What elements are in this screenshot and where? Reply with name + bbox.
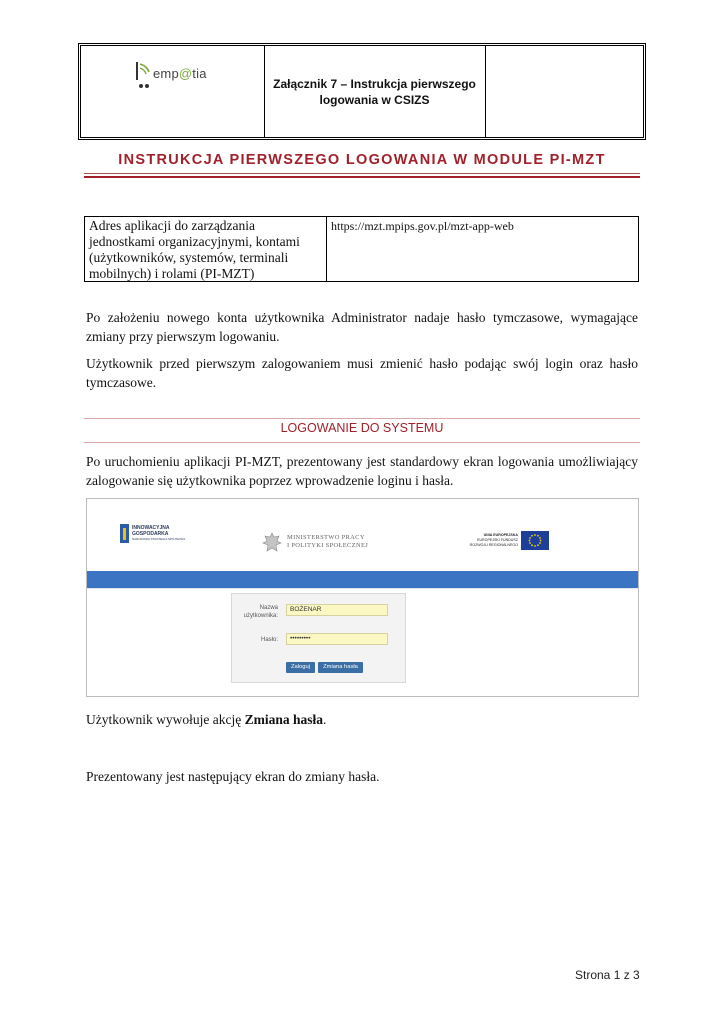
paragraph-next-screen: Prezentowany jest następujący ekran do zmiany hasła. — [86, 769, 380, 784]
password-input[interactable]: ••••••••• — [286, 633, 388, 645]
app-address-url[interactable]: https://mzt.mpips.gov.pl/mzt-app-web — [331, 219, 514, 233]
paragraph-admin-password: Po założeniu nowego konta użytkownika Administrator nadaje hasło tymczasowe, wymagające zmiany przy pierwszym logowaniu. — [86, 310, 638, 344]
title-underline-thin — [84, 173, 640, 174]
document-header — [78, 43, 646, 140]
ig-line2: GOSPODARKA — [132, 531, 169, 537]
ministry-line2: I POLITYKI SPOŁECZNEJ — [287, 542, 369, 549]
login-button[interactable]: Zaloguj — [286, 662, 315, 673]
eu-line1: UNIA EUROPEJSKA — [483, 533, 518, 537]
innowacyjna-gospodarka-logo — [120, 524, 186, 544]
login-panel — [231, 593, 406, 683]
eu-logo — [468, 530, 550, 552]
password-label: Hasło: — [260, 637, 278, 643]
ig-line1: INNOWACYJNA — [132, 525, 170, 531]
ministry-line1: MINISTERSTWO PRACY — [287, 534, 365, 541]
paragraph-user-change: Użytkownik przed pierwszym zalogowaniem musi zmienić hasło podając swój login oraz hasło tymczasowe. — [86, 356, 638, 390]
header-empty-cell — [486, 46, 643, 137]
empatia-logo — [135, 60, 215, 94]
username-input[interactable]: BOŻENAR — [286, 604, 388, 616]
paragraph-login-screen: Po uruchomieniu aplikacji PI-MZT, prezentowany jest standardowy ekran logowania umożliwiający zalogowanie się użytkownika poprzez wprowadzenie loginu i hasła. — [86, 454, 638, 488]
app-address-table — [84, 216, 639, 282]
app-top-bar — [87, 571, 638, 588]
ig-mark-icon — [120, 524, 129, 543]
eu-stars-icon — [521, 531, 549, 550]
eu-line2: EUROPEJSKI FUNDUSZ — [477, 537, 518, 542]
username-label: Nazwa użytkownika: — [243, 605, 278, 619]
header-title: Załącznik 7 – Instrukcja pierwszego logowania w CSIZS — [264, 46, 486, 137]
app-bar-shadow — [87, 588, 638, 589]
change-password-action-name: Zmiana hasła — [244, 712, 323, 727]
page-title: INSTRUKCJA PIERWSZEGO LOGOWANIA W MODULE PI-MZT — [118, 152, 606, 168]
app-address-label: Adres aplikacji do zarządzania jednostkami organizacyjnymi, kontami (użytkowników, systemów, terminali mobilnych) i rolami (PI-MZT) — [85, 217, 327, 281]
eu-flag-icon — [521, 531, 549, 550]
change-password-button[interactable]: Zmiana hasła — [318, 662, 363, 673]
empatia-mark-icon — [135, 60, 153, 90]
ig-line3: NARODOWA STRATEGIA SPÓJNOŚCI — [132, 537, 186, 541]
login-screenshot — [86, 498, 639, 697]
section-divider-bottom — [84, 442, 640, 443]
empatia-logo-text: emp@tia — [153, 66, 207, 81]
section-divider-top — [84, 418, 640, 419]
page-number: Strona 1 z 3 — [575, 968, 640, 982]
paragraph-change-action: Użytkownik wywołuje akcję Zmiana hasła. — [86, 712, 327, 727]
eagle-icon — [262, 531, 282, 555]
header-logo-cell — [81, 46, 265, 137]
ministry-logo — [262, 531, 372, 557]
section-title: LOGOWANIE DO SYSTEMU — [280, 421, 444, 435]
eu-line3: ROZWOJU REGIONALNEGO — [469, 542, 518, 547]
title-underline-thick — [84, 176, 640, 178]
